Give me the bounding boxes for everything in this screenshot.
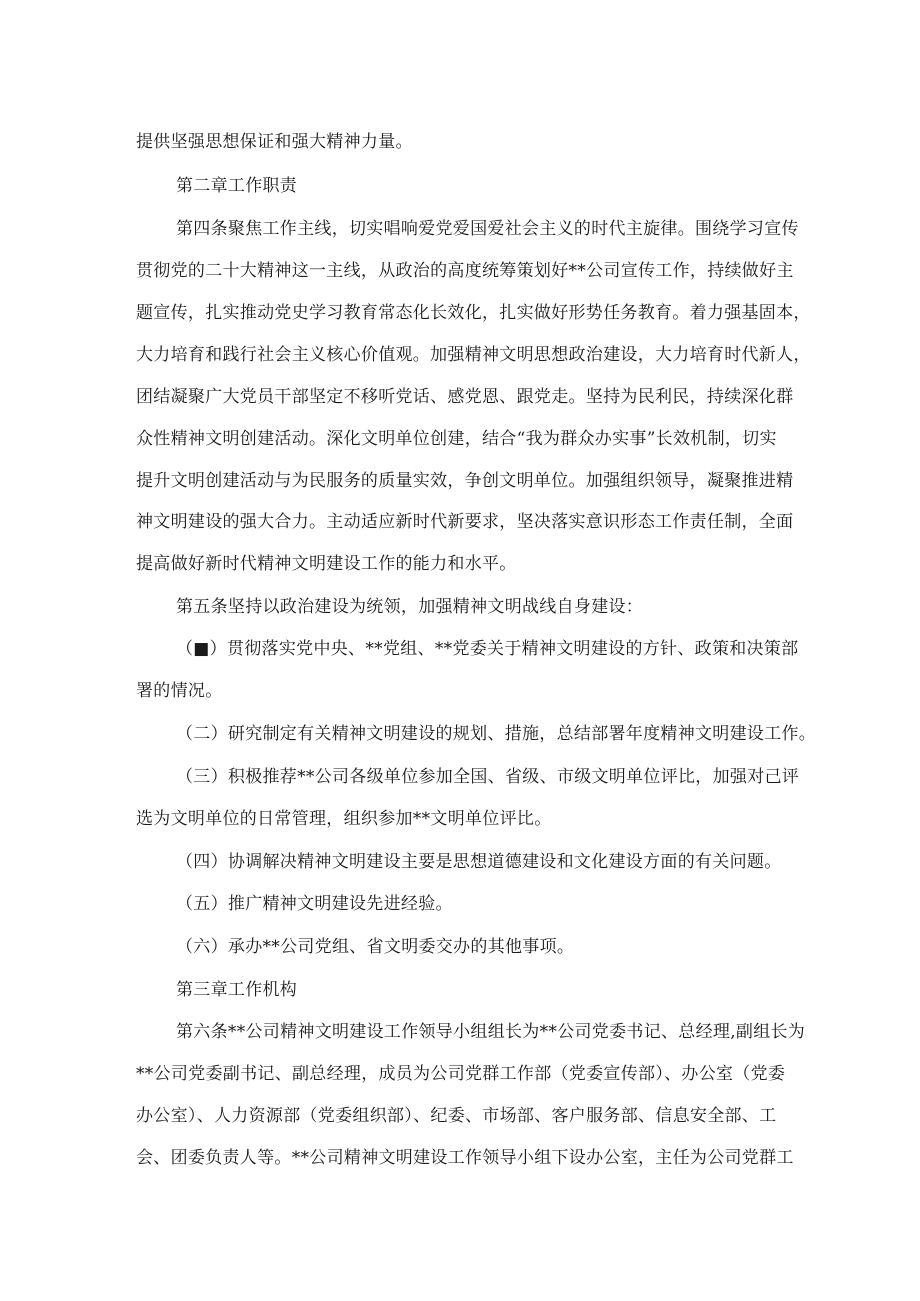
article-line: 第六条**公司精神文明建设工作领导小组组长为**公司党委书记、总经理,副组长为 bbox=[176, 1022, 806, 1042]
text-line: 众性精神文明创建活动。深化文明单位创建，结合“我为群众办实事”长效机制，切实 bbox=[136, 429, 777, 449]
text-line: 大力培育和践行社会主义核心价值观。加强精神文明思想政治建设，大力培育时代新人， bbox=[136, 345, 811, 365]
text-line: 会、团委负责人等。**公司精神文明建设工作领导小组下设办公室，主任为公司党群工 bbox=[136, 1148, 794, 1168]
text-line: 团结凝聚广大党员干部坚定不移听党话、感党恩、跟党走。坚持为民利民，持续深化群 bbox=[136, 387, 794, 407]
text-line: 选为文明单位的日常管理，组织参加**文明单位评比。 bbox=[136, 809, 552, 829]
list-item-line: （■）贯彻落实党中央、**党组、**党委关于精神文明建设的方针、政策和决策部 bbox=[176, 639, 799, 659]
list-item-line: （三）积极推荐**公司各级单位参加全国、省级、市级文明单位评比，加强对己评 bbox=[176, 767, 800, 787]
text-line: 神文明建设的强大合力。主动适应新时代新要求，坚决落实意识形态工作责任制，全面 bbox=[136, 512, 794, 532]
text-line: **公司党委副书记、副总经理，成员为公司党群工作部（党委宣传部）、办公室（党委 bbox=[136, 1064, 786, 1084]
text-line: 题宣传，扎实推动党史学习教育常态化长效化，扎实做好形势任务教育。着力强基固本， bbox=[136, 303, 811, 323]
text-line: 署的情况。 bbox=[136, 681, 223, 701]
text-line: 办公室）、人力资源部（党委组织部）、纪委、市场部、客户服务部、信息安全部、工 bbox=[136, 1106, 777, 1126]
list-item-line: （六）承办**公司党组、省文明委交办的其他事项。 bbox=[176, 937, 575, 957]
chapter-heading: 第三章工作机构 bbox=[176, 980, 298, 1000]
text-line: 贯彻党的二十大精神这一主线，从政治的高度统筹策划好**公司宣传工作，持续做好主 bbox=[136, 261, 794, 281]
chapter-heading: 第二章工作职责 bbox=[176, 176, 298, 196]
text-line: 提升文明创建活动与为民服务的质量实效，争创文明单位。加强组织领导，凝聚推进精 bbox=[136, 471, 794, 491]
list-item-line: （五）推广精神文明建设先进经验。 bbox=[176, 894, 453, 914]
article-line: 第五条坚持以政治建设为统领，加强精神文明战线自身建设： bbox=[176, 597, 644, 617]
text-line: 提高做好新时代精神文明建设工作的能力和水平。 bbox=[136, 554, 517, 574]
list-item-line: （四）协调解决精神文明建设主要是思想道德建设和文化建设方面的有关问题。 bbox=[176, 852, 782, 872]
article-line: 第四条聚焦工作主线，切实唱响爱党爱国爱社会主义的时代主旋律。围绕学习宣传 bbox=[176, 219, 799, 239]
text-line: 提供坚强思想保证和强大精神力量。 bbox=[136, 132, 413, 152]
list-item-line: （二）研究制定有关精神文明建设的规划、措施，总结部署年度精神文明建设工作。 bbox=[176, 724, 817, 744]
